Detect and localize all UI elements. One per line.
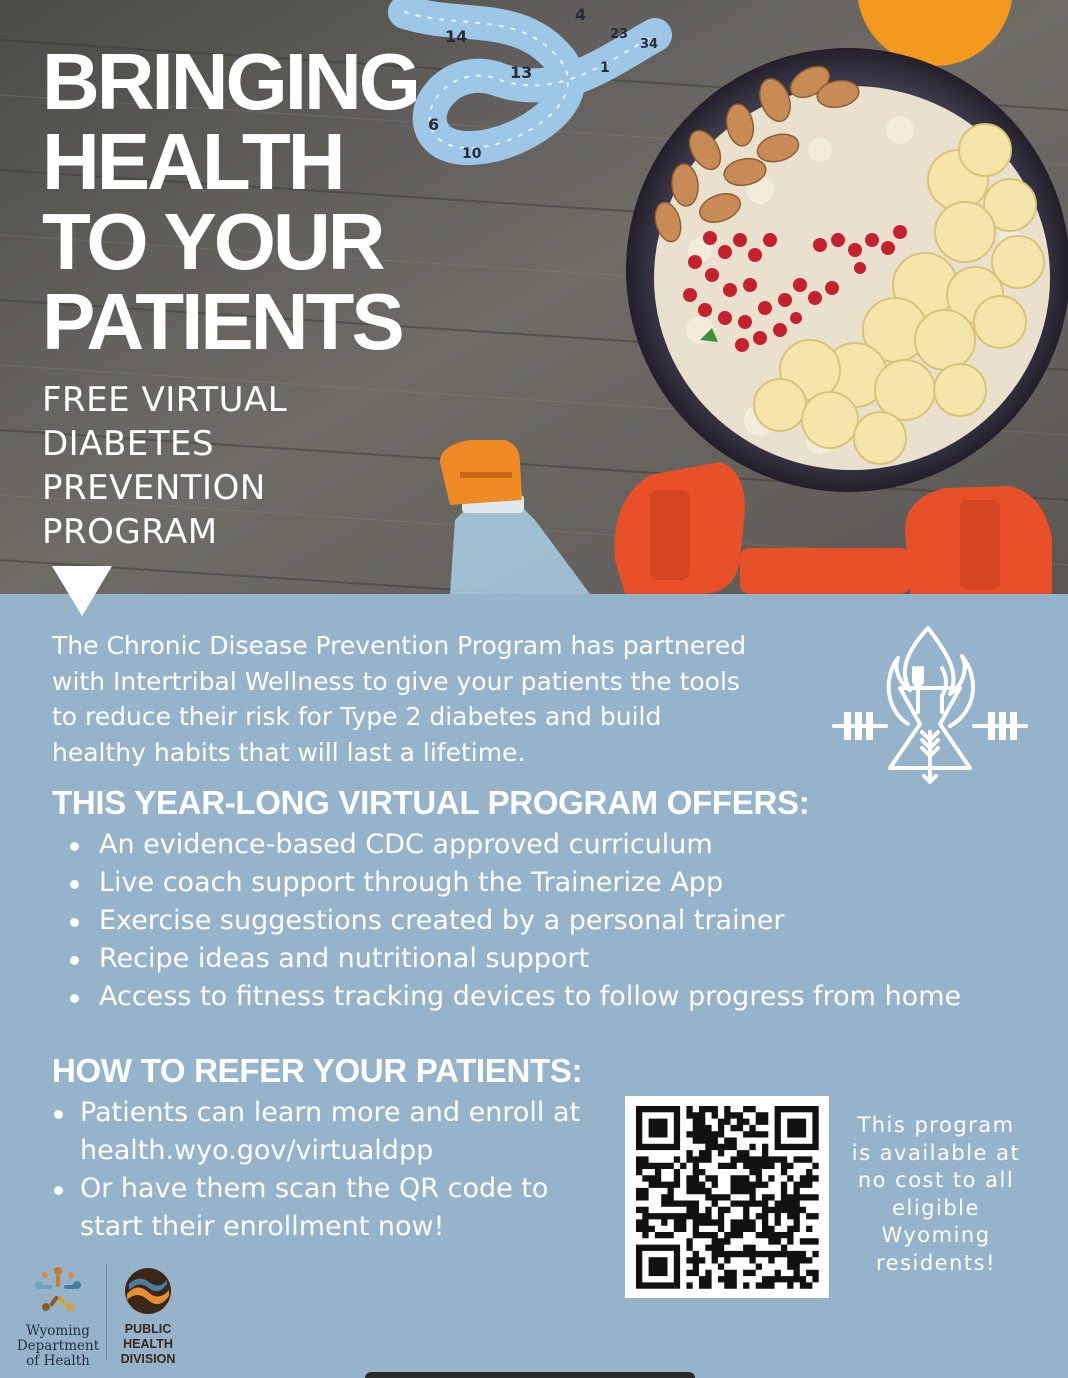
offers-list <box>66 826 961 1016</box>
intro-line: to reduce their risk for Type 2 diabetes and build <box>52 702 662 731</box>
svg-text:1: 1 <box>600 60 610 76</box>
wyoming-department-of-health-logo <box>14 1264 102 1369</box>
intro-line: The Chronic Disease Prevention Program has partnered <box>52 631 747 660</box>
svg-text:23: 23 <box>610 27 629 42</box>
intertribal-wellness-logo <box>828 620 1033 785</box>
phd-text-line: PUBLIC <box>124 1322 172 1336</box>
list-item <box>50 1094 580 1170</box>
refer-title: HOW TO REFER YOUR PATIENTS: <box>52 1052 583 1089</box>
headline-line: BRINGING <box>42 37 418 126</box>
qr-code-icon <box>625 1096 829 1298</box>
refer-line: start their enrollment now! <box>80 1211 445 1242</box>
svg-text:6: 6 <box>428 115 440 134</box>
phd-text-line: HEALTH <box>123 1337 173 1351</box>
list-item: Exercise suggestions created by a personal trainer <box>66 902 961 940</box>
intro-paragraph <box>52 628 842 770</box>
refer-list <box>50 1094 580 1246</box>
availability-line: This program <box>857 1113 1015 1137</box>
public-health-division-logo <box>116 1266 180 1367</box>
hero-photo <box>0 0 1068 594</box>
list-item: An evidence-based CDC approved curriculum <box>66 826 961 864</box>
headline-line: HEALTH <box>42 117 343 206</box>
availability-note <box>838 1112 1034 1277</box>
program-subtitle <box>42 378 287 554</box>
availability-line: eligible <box>892 1195 980 1220</box>
availability-line: Wyoming <box>881 1223 991 1247</box>
offers-title: THIS YEAR-LONG VIRTUAL PROGRAM OFFERS: <box>52 784 810 821</box>
refer-line: Or have them scan the QR code to <box>80 1173 549 1204</box>
list-item: Recipe ideas and nutritional support <box>66 940 961 978</box>
phd-emblem-icon <box>123 1266 173 1316</box>
subtitle-line: PROGRAM <box>42 512 218 552</box>
bottom-scroll-bar <box>365 1372 695 1378</box>
list-item: Access to fitness tracking devices to follow progress from home <box>66 978 961 1016</box>
wdh-text-line: of Health <box>26 1353 90 1369</box>
availability-line: no cost to all <box>857 1168 1015 1192</box>
subtitle-line: DIABETES <box>42 424 215 464</box>
subtitle-line: FREE VIRTUAL <box>42 380 288 420</box>
headline-line: PATIENTS <box>42 277 402 366</box>
oatmeal-bowl <box>626 48 1068 492</box>
logo-divider <box>106 1264 107 1360</box>
qr-code[interactable] <box>625 1096 829 1298</box>
svg-text:14: 14 <box>445 27 468 46</box>
headline-line: TO YOUR <box>42 197 383 286</box>
availability-line: is available at <box>851 1140 1021 1165</box>
subtitle-line: PREVENTION <box>42 468 266 508</box>
refer-line: Patients can learn more and enroll at <box>80 1097 581 1128</box>
phd-text-line: DIVISION <box>120 1352 176 1366</box>
wdh-text-line: Department <box>16 1338 100 1354</box>
headline <box>42 37 418 366</box>
enrollment-link[interactable]: health.wyo.gov/virtualdpp <box>80 1135 434 1166</box>
list-item <box>50 1170 580 1246</box>
wdh-emblem-icon <box>14 1264 102 1318</box>
list-item: Live coach support through the Trainerize App <box>66 864 961 902</box>
availability-line: residents! <box>875 1250 997 1275</box>
svg-text:13: 13 <box>510 63 533 82</box>
wdh-text-line: Wyoming <box>26 1323 90 1339</box>
svg-text:4: 4 <box>575 5 587 24</box>
intro-line: healthy habits that will last a lifetime. <box>52 737 526 767</box>
intro-line: with Intertribal Wellness to give your patients the tools <box>52 666 740 696</box>
down-triangle-icon <box>52 566 112 616</box>
svg-text:10: 10 <box>462 146 482 162</box>
svg-text:34: 34 <box>640 37 659 52</box>
